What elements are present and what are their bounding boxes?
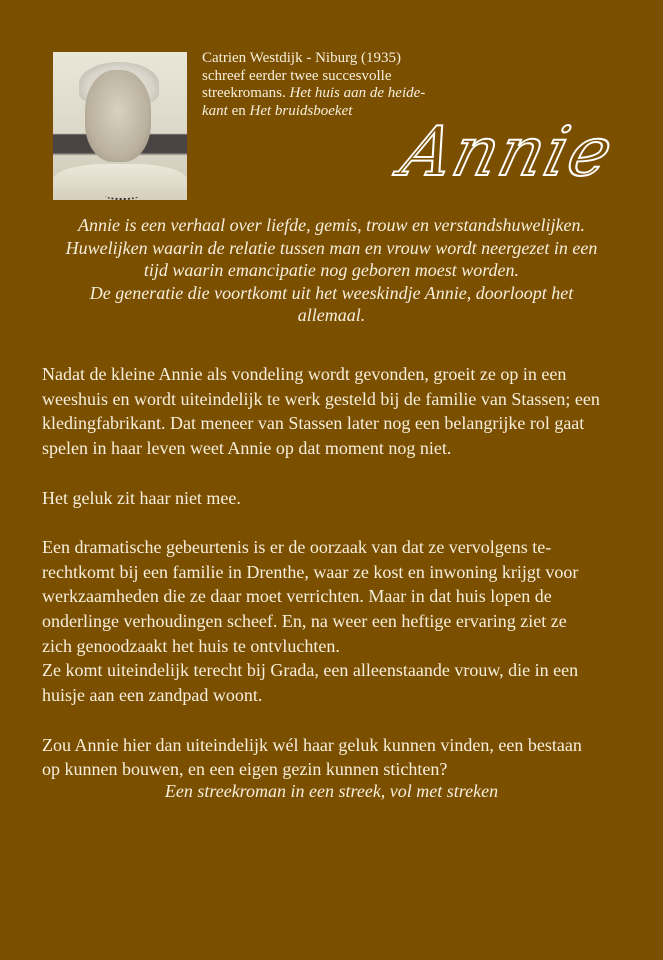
bio-text: streekromans.	[202, 85, 290, 101]
text-line: weeshuis en wordt uiteindelijk te werk gesteld bij de familie van Stassen; een	[42, 388, 600, 409]
text-line: zich genoodzaakt het huis te ontvluchten.	[42, 635, 340, 656]
text-line: op kunnen bouwen, en een eigen gezin kunnen stichten?	[42, 759, 448, 780]
bio-line: schreef eerder twee succesvolle	[202, 67, 392, 84]
synopsis-paragraph-2: Het geluk zit haar niet mee.	[42, 487, 241, 508]
intro-line: tijd waarin emancipatie nog geboren moest worden.	[143, 260, 520, 280]
tagline: Een streekroman in een streek, vol met streken	[164, 781, 499, 801]
text-line: kledingfabrikant. Dat meneer van Stassen later nog een belangrijke rol gaat	[42, 413, 585, 434]
synopsis-paragraph-1	[42, 362, 632, 461]
text-line: Zou Annie hier dan uiteindelijk wél haar geluk kunnen vinden, een bestaan	[42, 734, 582, 755]
text-line: Een dramatische gebeurtenis is er de oorzaak van dat ze vervolgens te-	[42, 536, 552, 557]
synopsis-paragraph-4	[42, 658, 632, 707]
bio-line	[202, 85, 462, 103]
intro-line: Huwelijken waarin de relatie tussen man en vrouw wordt neergezet in een	[65, 237, 598, 258]
text-line: rechtkomt bij een familie in Drenthe, waar ze kost en inwoning krijgt voor	[42, 561, 579, 582]
text-line: huisje aan een zandpad woont.	[42, 685, 263, 706]
bio-text: en	[227, 102, 250, 119]
text-line: onderlinge verhoudingen scheef. En, na weer een heftige ervaring ziet ze	[42, 611, 567, 631]
text-line: spelen in haar leven weet Annie op dat moment nog niet.	[42, 438, 452, 459]
synopsis-paragraph-3	[42, 535, 632, 659]
book-title-reference: kant	[202, 102, 228, 119]
book-title-reference: Het huis aan de heide-	[289, 85, 426, 101]
book-title: Annie	[393, 113, 622, 192]
intro-line: De generatie die voortkomt uit het weeskindje Annie, doorloopt het	[89, 282, 574, 303]
synopsis-paragraph-5	[42, 733, 632, 782]
author-photo	[53, 52, 187, 200]
book-title-reference: Het bruidsboeket	[249, 102, 353, 119]
bio-line: Catrien Westdijk - Niburg (1935)	[202, 50, 402, 66]
author-photo-necklace	[105, 192, 139, 200]
text-line: werkzaamheden die ze daar moet verrichten. Maar in dat huis lopen de	[42, 586, 552, 607]
author-photo-face	[85, 70, 151, 162]
synopsis	[42, 362, 632, 807]
intro-blurb	[40, 214, 623, 327]
intro-line: Annie is een verhaal over liefde, gemis, trouw en verstandshuwelijken.	[78, 215, 585, 235]
text-line: Ze komt uiteindelijk terecht bij Grada, een alleenstaande vrouw, die in een	[42, 660, 579, 681]
text-line: Nadat de kleine Annie als vondeling wordt gevonden, groeit ze op in een	[42, 364, 567, 384]
intro-line: allemaal.	[297, 305, 366, 325]
